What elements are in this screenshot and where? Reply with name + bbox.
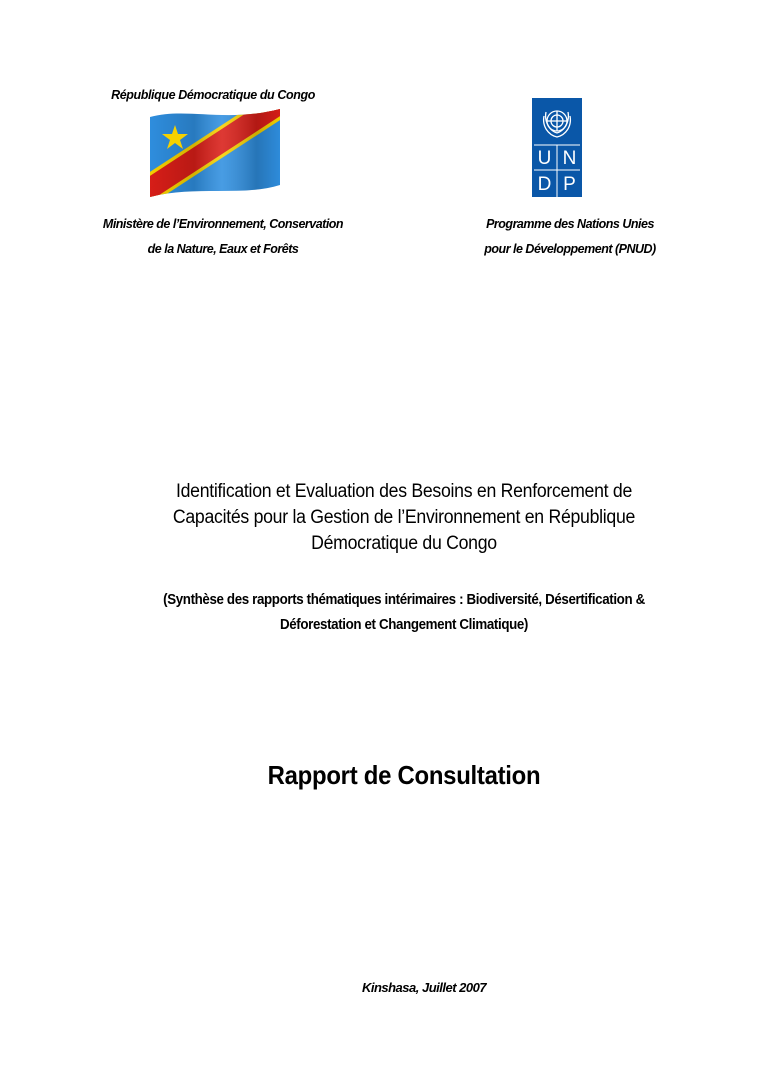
undp-logo-icon [532,98,582,197]
undp-letter-d: D [537,174,552,195]
report-type-heading: Rapport de Consultation [267,760,541,790]
subtitle-line-1: (Synthèse des rapports thématiques intérimaires : Biodiversité, Désertification & [163,592,645,608]
title-line-2: Capacités pour la Gestion de l’Environnement en République [172,507,636,528]
undp-letter-u: U [537,148,552,169]
undp-letter-p: P [563,174,576,195]
country-name: République Démocratique du Congo [111,88,315,102]
ministry-line-2: de la Nature, Eaux et Forêts [147,242,299,256]
place-date: Kinshasa, Juillet 2007 [361,980,487,995]
subtitle-line-2: Déforestation et Changement Climatique) [279,617,529,633]
undp-name-line-2: pour le Développement (PNUD) [484,242,656,256]
title-line-1: Identification et Evaluation des Besoins en Renforcement de [175,481,633,502]
title-line-3: Démocratique du Congo [311,533,497,554]
undp-name [445,212,695,262]
ministry-line-1: Ministère de l’Environnement, Conservation [102,217,344,231]
undp-letter-n: N [562,148,577,169]
document-subtitle [106,588,702,638]
ministry-name [60,212,386,262]
undp-name-line-1: Programme des Nations Unies [486,217,654,231]
drc-flag-icon [146,105,284,201]
document-title [121,479,686,557]
